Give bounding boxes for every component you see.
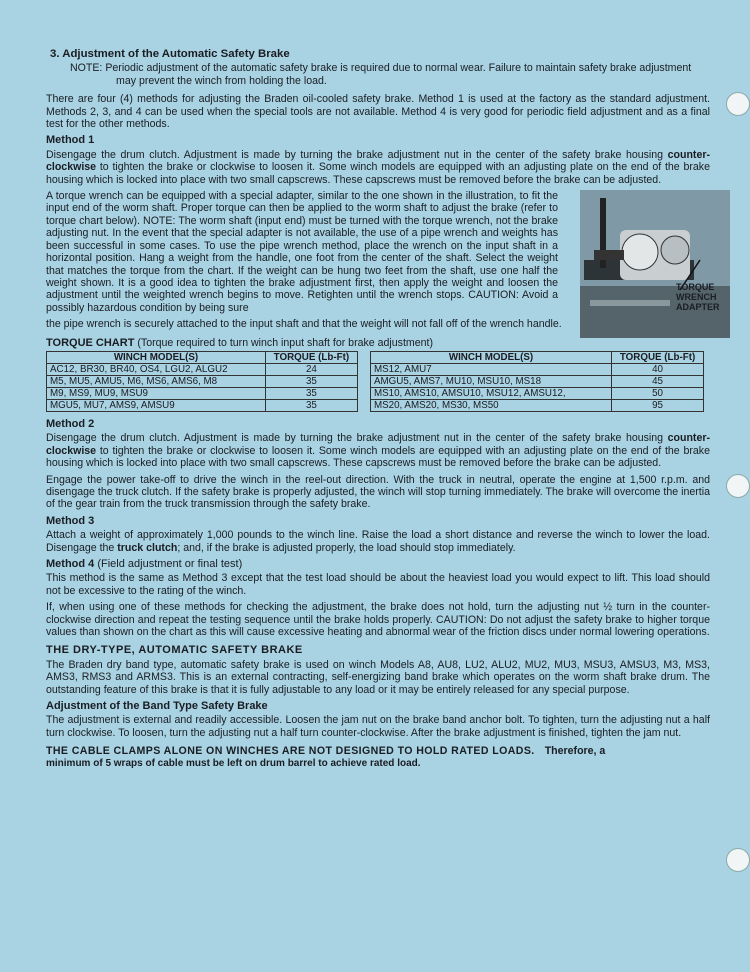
torque-cell-right: 45 xyxy=(612,375,704,387)
method-3-text-a: Attach a weight of approximately 1,000 pounds to the winch line. Raise the load a short distance and reverse the winch to lower the load. Disengage the xyxy=(46,529,710,554)
header-torque-left: TORQUE (Lb-Ft) xyxy=(266,351,358,363)
page-content xyxy=(46,48,720,770)
method-1-paragraph-2-end: the pipe wrench is securely attached to the input shaft and that the weight will not fall off of the wrench handle. xyxy=(46,318,562,331)
torque-cell-right: 95 xyxy=(612,399,704,411)
torque-chart-body xyxy=(47,363,704,411)
model-cell-left: AC12, BR30, BR40, OS4, LGU2, ALGU2 xyxy=(47,363,266,375)
method-2-bold: counter-clockwise xyxy=(46,432,710,457)
method-2-title: Method 2 xyxy=(46,417,95,430)
torque-chart-subtitle: (Torque required to turn winch input shaft for brake adjustment) xyxy=(137,336,433,349)
binder-hole-middle xyxy=(726,474,750,498)
torque-chart-title: TORQUE CHART xyxy=(46,336,135,349)
note-text: Periodic adjustment of the automatic safety brake is required due to normal wear. Failure to maintain safety brake adjustment may prevent the winch from holding the load. xyxy=(105,62,692,87)
warning-line-1-a: THE CABLE CLAMPS ALONE ON WINCHES ARE NOT DESIGNED TO HOLD RATED LOADS. xyxy=(46,745,535,758)
torque-cell-left: 35 xyxy=(266,399,358,411)
method-1-text-b: to tighten the brake or clockwise to loosen it. Some winch models are equipped with an adjusting plate on the end of the brake housing which is locked into place with two small capscrews. These capscrews must be removed before the brake can be adjusted. xyxy=(46,161,710,186)
method-1-figure-block xyxy=(46,190,720,314)
intro-paragraph: There are four (4) methods for adjusting the Braden oil-cooled safety brake. Method 1 is used at the factory as the standard adjustment. Methods 2, 3, and 4 can be used when the special tools are not available. Method 4 is very good for periodic field adjustment and as a final test for the other methods. xyxy=(46,93,710,131)
model-cell-right: AMGU5, AMS7, MU10, MSU10, MS18 xyxy=(370,375,611,387)
method-3-bold: truck clutch xyxy=(117,541,178,554)
binder-hole-top xyxy=(726,92,750,116)
note-label: NOTE: xyxy=(70,62,103,75)
method-3-text-b: ; and, if the brake is adjusted properly, the load should stop immediately. xyxy=(177,541,516,554)
torque-cell-left: 35 xyxy=(266,375,358,387)
torque-cell-left: 24 xyxy=(266,363,358,375)
table-gap xyxy=(357,351,370,363)
header-torque-right: TORQUE (Lb-Ft) xyxy=(612,351,704,363)
method-1-paragraph-1 xyxy=(46,149,710,186)
method-2-paragraph-2: Engage the power take-off to drive the winch in the reel-out direction. With the truck in neutral, operate the engine at 1,500 r.p.m. and disengage the truck clutch. If the safety brake is properly adjusted, the winch will stop turning immediately. The brake will overcome the inertia of the gear train from the truck transmission through the safety brake. xyxy=(46,473,710,511)
torque-cell-right: 50 xyxy=(612,387,704,399)
warning-line-1 xyxy=(46,745,710,757)
method-2-text-b: to tighten the brake or clockwise to loosen it. Some winch models are equipped with an adjusting plate on the end of the brake housing which is locked into place with two small capscrews. These capscrews must be removed before the brake can be adjusted. xyxy=(46,444,710,470)
method-4-paragraph-1: This method is the same as Method 3 except that the test load should be about the heaviest load you would expect to lift. This load should not be excessive to the rating of the winch. xyxy=(46,572,710,597)
table-gap xyxy=(357,387,370,399)
band-type-paragraph: The adjustment is external and readily accessible. Loosen the jam nut on the brake band anchor bolt. To tighten, turn the adjusting nut a half turn clockwise. To loosen, turn the adjusting nut a half turn counter-clockwise. After the brake adjustment is finished, tighten the jam nut. xyxy=(46,714,710,739)
dry-type-heading: THE DRY-TYPE, AUTOMATIC SAFETY BRAKE xyxy=(46,644,303,657)
table-gap xyxy=(357,363,370,375)
dry-type-paragraph: The Braden dry band type, automatic safety brake is used on winch Models A8, AU8, LU2, ALU2, MU2, MU3, MSU3, AMSU3, M3, MS3, AMS3, RMS3 and ARMS3. This is an external contracting, self-energizing band brake which operates on the worm shaft brake drum. The outstanding feature of this brake is that it is fully adjustable to any load or it may be entirely released for any special purpose. xyxy=(46,658,710,696)
table-row xyxy=(47,375,704,387)
binder-hole-bottom xyxy=(726,848,750,872)
method-4-paragraph-2: If, when using one of these methods for checking the adjustment, the brake does not hold, turn the adjusting nut ½ turn in the counter-clockwise direction and repeat the testing sequence until the brake holds properly. CAUTION: Do not adjust the safety brake to higher torque values than shown on the chart as this will cause excessive heating and abnormal wear of the friction discs under normal lowering operations. xyxy=(46,601,710,639)
model-cell-left: M9, MS9, MU9, MSU9 xyxy=(47,387,266,399)
model-cell-left: MGU5, MU7, AMS9, AMSU9 xyxy=(47,399,266,411)
warning-line-1-b: Therefore, a xyxy=(544,745,606,758)
safety-note xyxy=(70,62,710,87)
method-4-title-note: (Field adjustment or final test) xyxy=(97,558,243,570)
table-header-row xyxy=(47,351,704,363)
torque-chart-caption xyxy=(46,337,710,349)
model-cell-right: MS20, AMS20, MS30, MS50 xyxy=(370,399,611,411)
method-4-title-line xyxy=(46,558,710,570)
method-1-title: Method 1 xyxy=(46,134,95,147)
method-2-text-a: Disengage the drum clutch. Adjustment is made by turning the brake adjustment nut in the center of the safety brake housing xyxy=(46,432,668,445)
model-cell-left: M5, MU5, AMU5, M6, MS6, AMS6, M8 xyxy=(47,375,266,387)
method-1-paragraph-2: A torque wrench can be equipped with a special adapter, similar to the one shown in the illustration, to fit the input end of the worm shaft. Proper torque can then be applied to the worm shaft to adjust the brake (refer to torque chart below). NOTE: The worm shaft (input end) must be turned with the torque wrench, not the brake adjusting nut. In the event that the special adapter is not available, the use of a pipe wrench and weights has been successful in some cases. To use the pipe wrench method, place the wrench on the input shaft in a horizontal position. Hang a weight from the handle, one foot from the center of the shaft. Select the weight that matches the torque from the chart. If the weight can be hung two feet from the shaft, use one half the weight shown. It is a good idea to tighten the brake adjustment first, then apply the weight and loosen the adjustment until the weighted wrench begins to move. Retighten until the wrench stops. CAUTION: Avoid a possibly hazardous condition by being sure xyxy=(46,190,558,314)
model-cell-right: MS10, AMS10, AMSU10, MSU12, AMSU12, xyxy=(370,387,611,399)
method-1-text-a: Disengage the drum clutch. Adjustment is made by turning the brake adjustment nut in the center of the safety brake housing xyxy=(46,148,668,161)
method-2-paragraph-1 xyxy=(46,432,710,469)
header-model-left: WINCH MODEL(S) xyxy=(47,351,266,363)
cable-clamp-warning xyxy=(46,745,710,770)
method-3-title: Method 3 xyxy=(46,514,95,527)
torque-cell-right: 40 xyxy=(612,363,704,375)
warning-line-2: minimum of 5 wraps of cable must be left on drum barrel to achieve rated load. xyxy=(46,757,421,769)
torque-cell-left: 35 xyxy=(266,387,358,399)
table-row xyxy=(47,363,704,375)
figure-label: TORQUE WRENCH ADAPTER xyxy=(676,282,720,313)
table-row xyxy=(47,399,704,411)
table-gap xyxy=(357,375,370,387)
table-row xyxy=(47,387,704,399)
section-heading: 3. Adjustment of the Automatic Safety Brake xyxy=(50,48,290,60)
torque-chart-table xyxy=(46,351,704,412)
method-4-title: Method 4 xyxy=(46,558,95,570)
header-model-right: WINCH MODEL(S) xyxy=(370,351,611,363)
band-type-title: Adjustment of the Band Type Safety Brake xyxy=(46,700,268,713)
method-3-paragraph xyxy=(46,529,710,554)
model-cell-right: MS12, AMU7 xyxy=(370,363,611,375)
table-gap xyxy=(357,399,370,411)
method-1-bold: counter-clockwise xyxy=(46,148,710,174)
torque-wrench-adapter-illustration xyxy=(580,190,730,338)
